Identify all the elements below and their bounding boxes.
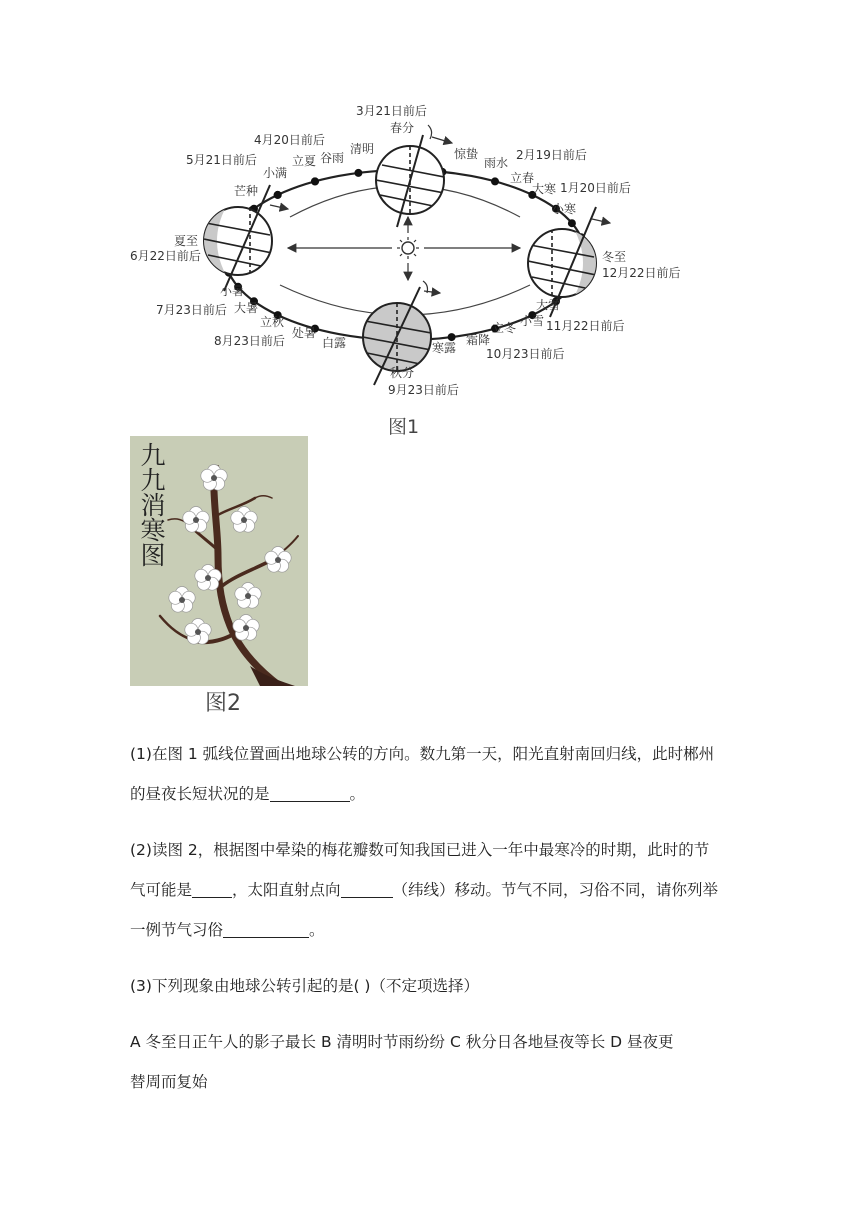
label-dahan: 大寒 bbox=[532, 182, 557, 196]
label-lichun: 立春 bbox=[510, 171, 535, 185]
label-apr20: 4月20日前后 bbox=[254, 133, 325, 147]
question-2-line2: 气可能是 ，太阳直射点向 （纬线）移动。节气不同，习俗不同，请你列举 bbox=[130, 881, 719, 899]
question-1-line2: 的昼夜长短状况的是 。 bbox=[130, 785, 366, 803]
answer-blank-latitude[interactable] bbox=[341, 882, 393, 899]
answer-blank-custom[interactable] bbox=[223, 922, 309, 939]
label-liqiu: 立秋 bbox=[260, 315, 285, 329]
plum-blossom bbox=[265, 547, 291, 573]
figure2-title: 九九消寒图 bbox=[137, 442, 166, 567]
label-winter: 冬至 bbox=[602, 250, 627, 264]
figure1-caption: 图1 bbox=[388, 416, 420, 438]
label-jan20: 1月20日前后 bbox=[560, 181, 631, 195]
options-line2: 替周而复始 bbox=[130, 1073, 208, 1091]
label-oct23: 10月23日前后 bbox=[486, 347, 565, 361]
label-may21: 5月21日前后 bbox=[186, 153, 257, 167]
label-mangzhong: 芒种 bbox=[234, 184, 259, 198]
label-jul23: 7月23日前后 bbox=[156, 303, 227, 317]
label-feb19: 2月19日前后 bbox=[516, 148, 587, 162]
answer-blank-solar-term[interactable] bbox=[192, 882, 232, 899]
earth-orbit-diagram bbox=[120, 95, 700, 405]
sun-icon bbox=[397, 237, 419, 259]
orbit-dot bbox=[274, 191, 282, 199]
plum-blossom bbox=[233, 615, 259, 641]
label-guyu: 谷雨 bbox=[320, 151, 345, 165]
plum-blossom bbox=[185, 619, 211, 645]
label-xiaoxue: 小雪 bbox=[520, 314, 545, 328]
label-shuangjiang: 霜降 bbox=[466, 333, 491, 347]
label-bailu: 白露 bbox=[322, 336, 347, 350]
plum-blossom bbox=[231, 507, 257, 533]
label-autumn-date: 9月23日前后 bbox=[388, 383, 459, 397]
question-1-line1: (1)在图 1 弧线位置画出地球公转的方向。数九第一天，阳光直射南回归线，此时郴州 bbox=[130, 745, 715, 763]
question-2-line3: 一例节气习俗 。 bbox=[130, 921, 325, 939]
orbit-dot bbox=[354, 169, 362, 177]
question-3 bbox=[130, 966, 730, 1006]
label-dashu: 大暑 bbox=[234, 301, 259, 315]
label-spring: 春分 bbox=[390, 121, 415, 135]
question-2 bbox=[130, 830, 730, 950]
plum-blossom bbox=[201, 465, 227, 491]
label-hanlu: 寒露 bbox=[432, 341, 457, 355]
question-2-line1: (2)读图 2，根据图中晕染的梅花瓣数可知我国已进入一年中最寒冷的时期，此时的节 bbox=[130, 841, 710, 859]
orbit-dot bbox=[448, 333, 456, 341]
plum-branch bbox=[160, 466, 298, 686]
question-3-stem: (3)下列现象由地球公转引起的是( )（不定项选择） bbox=[130, 977, 479, 995]
orbit-dot bbox=[491, 177, 499, 185]
label-jingzhe: 惊蛰 bbox=[454, 147, 479, 161]
options-line1: A 冬至日正午人的影子最长 B 清明时节雨纷纷 C 秋分日各地昼夜等长 D 昼夜更 bbox=[130, 1033, 674, 1051]
label-autumn: 秋分 bbox=[390, 366, 415, 380]
label-xiaohan: 小寒 bbox=[552, 202, 577, 216]
label-summer-date: 6月22日前后 bbox=[130, 249, 201, 263]
label-qingming: 清明 bbox=[350, 142, 375, 156]
label-xiaoshu: 小暑 bbox=[220, 284, 245, 298]
label-lixia: 立夏 bbox=[292, 154, 317, 168]
plum-blossom bbox=[235, 583, 261, 609]
plum-blossom bbox=[183, 507, 209, 533]
figure2-caption: 图2 bbox=[205, 691, 241, 716]
orbit-dot bbox=[568, 219, 576, 227]
label-spring-date: 3月21日前后 bbox=[356, 104, 427, 118]
earth-summer-solstice bbox=[200, 185, 288, 291]
label-aug23: 8月23日前后 bbox=[214, 334, 285, 348]
label-summer: 夏至 bbox=[174, 234, 199, 248]
label-nov22: 11月22日前后 bbox=[546, 319, 625, 333]
label-chushu: 处暑 bbox=[292, 326, 317, 340]
label-lidong: 立冬 bbox=[492, 321, 517, 335]
label-daxue: 大雪 bbox=[536, 298, 561, 312]
label-yushui: 雨水 bbox=[484, 156, 509, 170]
question-1 bbox=[130, 734, 730, 814]
question-3-options bbox=[130, 1022, 730, 1102]
label-winter-date: 12月22日前后 bbox=[602, 266, 681, 280]
jiujiu-xiaohan-painting bbox=[130, 436, 308, 686]
answer-blank-daynight[interactable] bbox=[270, 786, 350, 803]
plum-blossom bbox=[169, 587, 195, 613]
label-xiaoman: 小满 bbox=[263, 166, 288, 180]
sunlight-arrows bbox=[288, 217, 520, 280]
earth-spring-equinox bbox=[376, 125, 452, 227]
orbit-dot bbox=[311, 177, 319, 185]
